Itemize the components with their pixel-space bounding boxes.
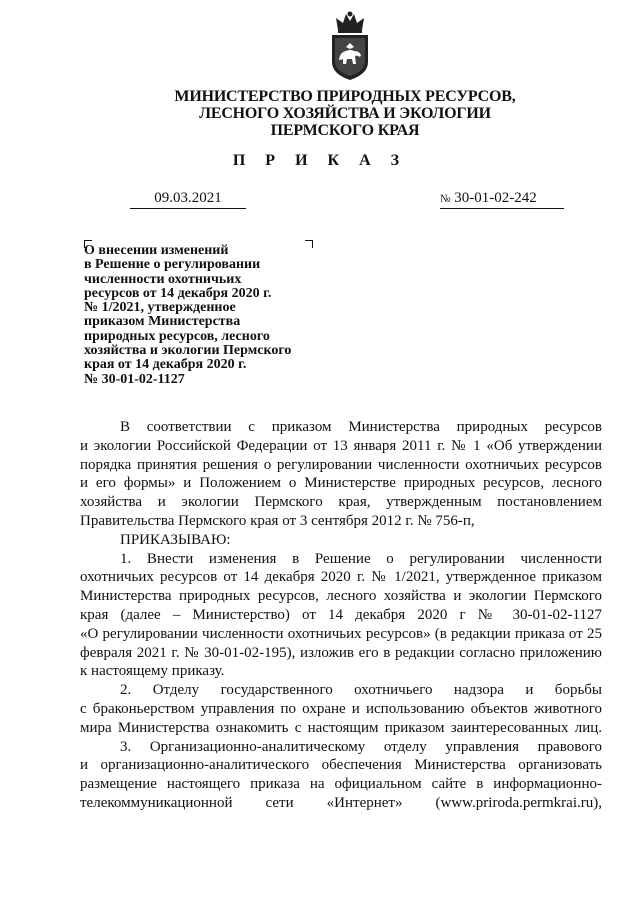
- subject-line: № 30-01-02-1127: [84, 371, 185, 387]
- body-line: и его формы» и Положением о Министерстве природных ресурсов, лесного: [80, 475, 602, 492]
- order-date: 09.03.2021: [130, 190, 246, 209]
- body-line: с браконьерством управления по охране и использованию объектов животного: [80, 700, 602, 717]
- subject-line: в Решение о регулировании: [84, 257, 261, 273]
- ministry-line: ЛЕСНОГО ХОЗЯЙСТВА И ЭКОЛОГИИ: [199, 105, 491, 122]
- body-line: 2. Отделу государственного охотничьего надзора и борьбы: [120, 682, 602, 699]
- body-line: 1. Внести изменения в Решение о регулировании численности: [120, 550, 602, 567]
- body-line: Правительства Пермского края от 3 сентября 2012 г. № 756-п,: [80, 512, 475, 529]
- body-line: и экологии Российской Федерации от 13 января 2011 г. № 1 «Об утверждении: [80, 437, 602, 454]
- body-line: и организационно-аналитического обеспечения Министерства организовать: [80, 757, 602, 774]
- subject-line: хозяйства и экологии Пермского: [84, 343, 292, 359]
- subject-line: № 1/2021, утвержденное: [84, 300, 236, 316]
- body-line: порядка принятия решения о регулировании численности охотничьих ресурсов: [80, 456, 602, 473]
- body-line: В соответствии с приказом Министерства природных ресурсов: [120, 419, 602, 435]
- document-type-title: П Р И К А З: [232, 152, 408, 169]
- body-line: к настоящему приказу.: [80, 663, 225, 680]
- subject-line: численности охотничьих: [84, 271, 242, 287]
- body-line: мира Министерства ознакомить с настоящим приказом заинтересованных лиц.: [80, 719, 602, 736]
- subject-line: края от 14 декабря 2020 г.: [84, 357, 247, 373]
- ministry-line: МИНИСТЕРСТВО ПРИРОДНЫХ РЕСУРСОВ,: [174, 88, 516, 105]
- order-directive: ПРИКАЗЫВАЮ:: [120, 531, 231, 548]
- ministry-line: ПЕРМСКОГО КРАЯ: [270, 122, 420, 139]
- order-number: [440, 190, 564, 209]
- body-line: телекоммуникационной сети «Интернет» (www.priroda.permkrai.ru),: [80, 794, 602, 811]
- body-line: охотничьих ресурсов от 14 декабря 2020 г. № 1/2021, утвержденное приказом: [80, 569, 602, 586]
- body-line: Министерства природных ресурсов, лесного хозяйства и экологии Пермского: [80, 588, 602, 605]
- subject-line: ресурсов от 14 декабря 2020 г.: [84, 285, 272, 301]
- body-line: февраля 2021 г. № 30-01-02-195), изложив его в редакции согласно приложению: [80, 644, 602, 661]
- subject-line: О внесении изменений: [84, 243, 229, 258]
- body-line: края (далее – Министерство) от 14 декабря 2020 г № 30-01-02-1127: [80, 606, 602, 623]
- order-subject: [84, 244, 324, 387]
- order-number-value: 30-01-02-242: [454, 190, 537, 206]
- ministry-name: [150, 88, 540, 139]
- perm-krai-coat-of-arms-icon: [326, 10, 374, 82]
- body-line: размещение настоящего приказа на официальном сайте в информационно-: [80, 776, 602, 793]
- number-sign: №: [440, 193, 451, 205]
- order-body: [80, 418, 602, 813]
- subject-line: природных ресурсов, лесного: [84, 328, 270, 344]
- body-line: 3. Организационно-аналитическому отделу управления правового: [120, 738, 602, 755]
- body-line: «О регулировании численности охотничьих ресурсов» (в редакции приказа от 25: [80, 625, 602, 642]
- body-line: хозяйства и экологии Пермского края, утвержденным постановлением: [80, 494, 602, 511]
- subject-line: приказом Министерства: [84, 314, 241, 330]
